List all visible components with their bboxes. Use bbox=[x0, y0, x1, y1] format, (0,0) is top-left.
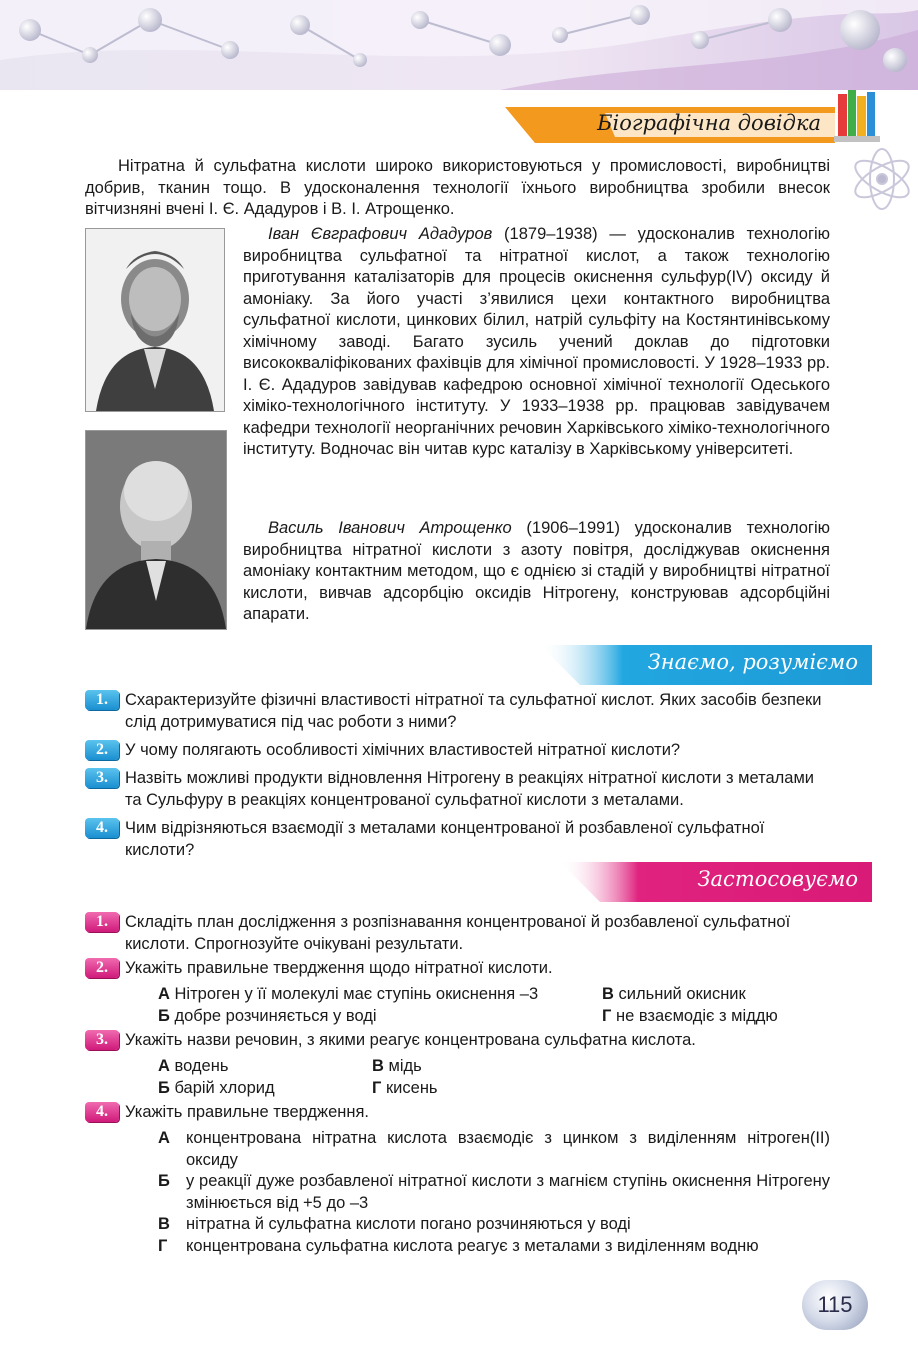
portrait-adadurov bbox=[85, 228, 225, 412]
s2-question-3 bbox=[85, 1030, 830, 1052]
atroshchenko-text: (1906–1991) удосконалив технологію виробництва нітратної кислоти з азоту повітря, досліджував окиснення амоніаку контактним методом, що є однією зі стадій у виробництві нітратної кислоти, вивчав адсорбцію оксидів Нітрогену, конструював адсорбційні апарати. bbox=[243, 519, 830, 623]
s2-q4-option-a: А концентрована нітратна кислота взаємодіє з цинком з виділенням нітроген(II) оксиду bbox=[158, 1129, 830, 1169]
s2-q4-option-g: Г концентрована сульфатна кислота реагує з металами з виділенням водню bbox=[158, 1236, 759, 1255]
section1-banner-label-wrap bbox=[540, 645, 872, 683]
molecule-decoration bbox=[0, 0, 918, 90]
s2-q4-option-v: В нітратна й сульфатна кислоти погано розчиняються у воді bbox=[158, 1215, 631, 1233]
s2-q2-option-a: А Нітроген у її молекулі має ступінь окиснення –3 bbox=[158, 985, 539, 1003]
s2-q4-options bbox=[158, 1128, 830, 1257]
portrait-atroshchenko bbox=[85, 430, 227, 630]
intro-paragraph: Нітратна й сульфатна кислоти широко використовуються у промисловості, виробництві добрив, тканин тощо. В удосконалення технології їхнього виробництва зробили внесок вітчизняні вчені І. Є. Ададуров і В. І. Атрощенко. bbox=[85, 157, 830, 218]
s2-q2-option-b: Б добре розчиняється у воді bbox=[158, 1007, 377, 1025]
s2-q2-option-v: В сильний окисник bbox=[602, 985, 746, 1003]
s2-q2-text: Укажіть правильне твердження щодо нітратної кислоти. bbox=[125, 959, 553, 977]
s1-q2-number: 2. bbox=[85, 740, 119, 760]
s1-question-3 bbox=[85, 768, 830, 811]
s1-q3-number: 3. bbox=[85, 768, 119, 788]
s2-q4-text: Укажіть правильне твердження. bbox=[125, 1103, 370, 1121]
s2-q1-text: Складіть план дослідження з розпізнавання концентрованої й розбавленої сульфатної кислоти. Спрогнозуйте очікувані результати. bbox=[125, 913, 791, 953]
adadurov-paragraph bbox=[243, 224, 830, 461]
page-number: 115 bbox=[802, 1280, 868, 1330]
s2-q3-number: 3. bbox=[85, 1030, 119, 1050]
s1-q4-text: Чим відрізняються взаємодії з металами концентрованої й розбавленої сульфатної кислоти? bbox=[125, 819, 765, 859]
s1-q2-text: У чому полягають особливості хімічних властивостей нітратної кислоти? bbox=[125, 741, 681, 759]
s1-q4-number: 4. bbox=[85, 818, 119, 838]
s2-q2-number: 2. bbox=[85, 958, 119, 978]
s2-question-2 bbox=[85, 958, 830, 980]
atroshchenko-paragraph bbox=[243, 518, 830, 626]
s2-q3-option-a: А водень bbox=[158, 1057, 229, 1075]
bio-banner-label-wrap bbox=[505, 107, 835, 143]
s2-question-4 bbox=[85, 1102, 830, 1124]
s1-question-2 bbox=[85, 740, 830, 762]
adadurov-text: (1879–1938) — удосконалив технологію виробництва сульфатної та нітратної кислот, а також технологію приготування каталізаторів для процесів окиснення сульфур(IV) оксиду й амоніаку. За його участі з’явилися цехи контактного виробництва сульфатної кислоти, цинкових білил, натрій сульфіту на Костянтинівському хімічному заводі. Багато зусиль учений доклав до підготовки висококваліфікованих фахівців для хімічної промисловості. У 1928–1933 рр. І. Є. Ададуров завідував кафедрою основної хімічної технології Одеського хіміко-технологічного інституту. У 1933–1938 рр. працював завідувачем кафедри технології неорганічних речовин Харківського хіміко-технологічного інституту. Водночас він читав курс каталізу в Харківському університеті. bbox=[243, 225, 831, 458]
s2-q4-number: 4. bbox=[85, 1102, 119, 1122]
s2-q4-option-b: Б у реакції дуже розбавленої нітратної кислоти з магнієм ступінь окиснення Нітрогену змінюється від +5 до –3 bbox=[158, 1172, 830, 1212]
s2-q3-option-b: Б барій хлорид bbox=[158, 1079, 275, 1097]
s1-q3-text: Назвіть можливі продукти відновлення Нітрогену в реакціях нітратної кислоти з металами та Сульфуру в реакціях концентрованої сульфатної кислоти з металами. bbox=[125, 769, 815, 809]
s2-q3-option-v: В мідь bbox=[372, 1057, 422, 1075]
books-icon bbox=[832, 84, 918, 214]
atroshchenko-name: Василь Іванович Атрощенко bbox=[268, 519, 512, 537]
section1-title: Знаємо, розуміємо bbox=[647, 650, 858, 674]
s2-q2-option-g: Г не взаємодіє з міддю bbox=[602, 1007, 778, 1025]
s1-q1-text: Схарактеризуйте фізичні властивості нітратної та сульфатної кислот. Яких засобів безпеки слід дотримуватися під час роботи з ними? bbox=[125, 691, 822, 731]
s2-q1-number: 1. bbox=[85, 912, 119, 932]
s1-q1-number: 1. bbox=[85, 690, 119, 710]
section2-banner-label-wrap bbox=[560, 862, 872, 900]
adadurov-name: Іван Євграфович Ададуров bbox=[268, 225, 493, 243]
atom-icon bbox=[850, 149, 914, 209]
s2-q3-option-g: Г кисень bbox=[372, 1079, 438, 1097]
s2-question-1 bbox=[85, 912, 830, 955]
bio-banner-label: Біографічна довідка bbox=[597, 111, 821, 135]
section2-title: Застосовуємо bbox=[697, 867, 858, 891]
s2-q3-text: Укажіть назви речовин, з якими реагує концентрована сульфатна кислота. bbox=[125, 1031, 696, 1049]
s1-question-1 bbox=[85, 690, 830, 733]
s1-question-4 bbox=[85, 818, 830, 861]
